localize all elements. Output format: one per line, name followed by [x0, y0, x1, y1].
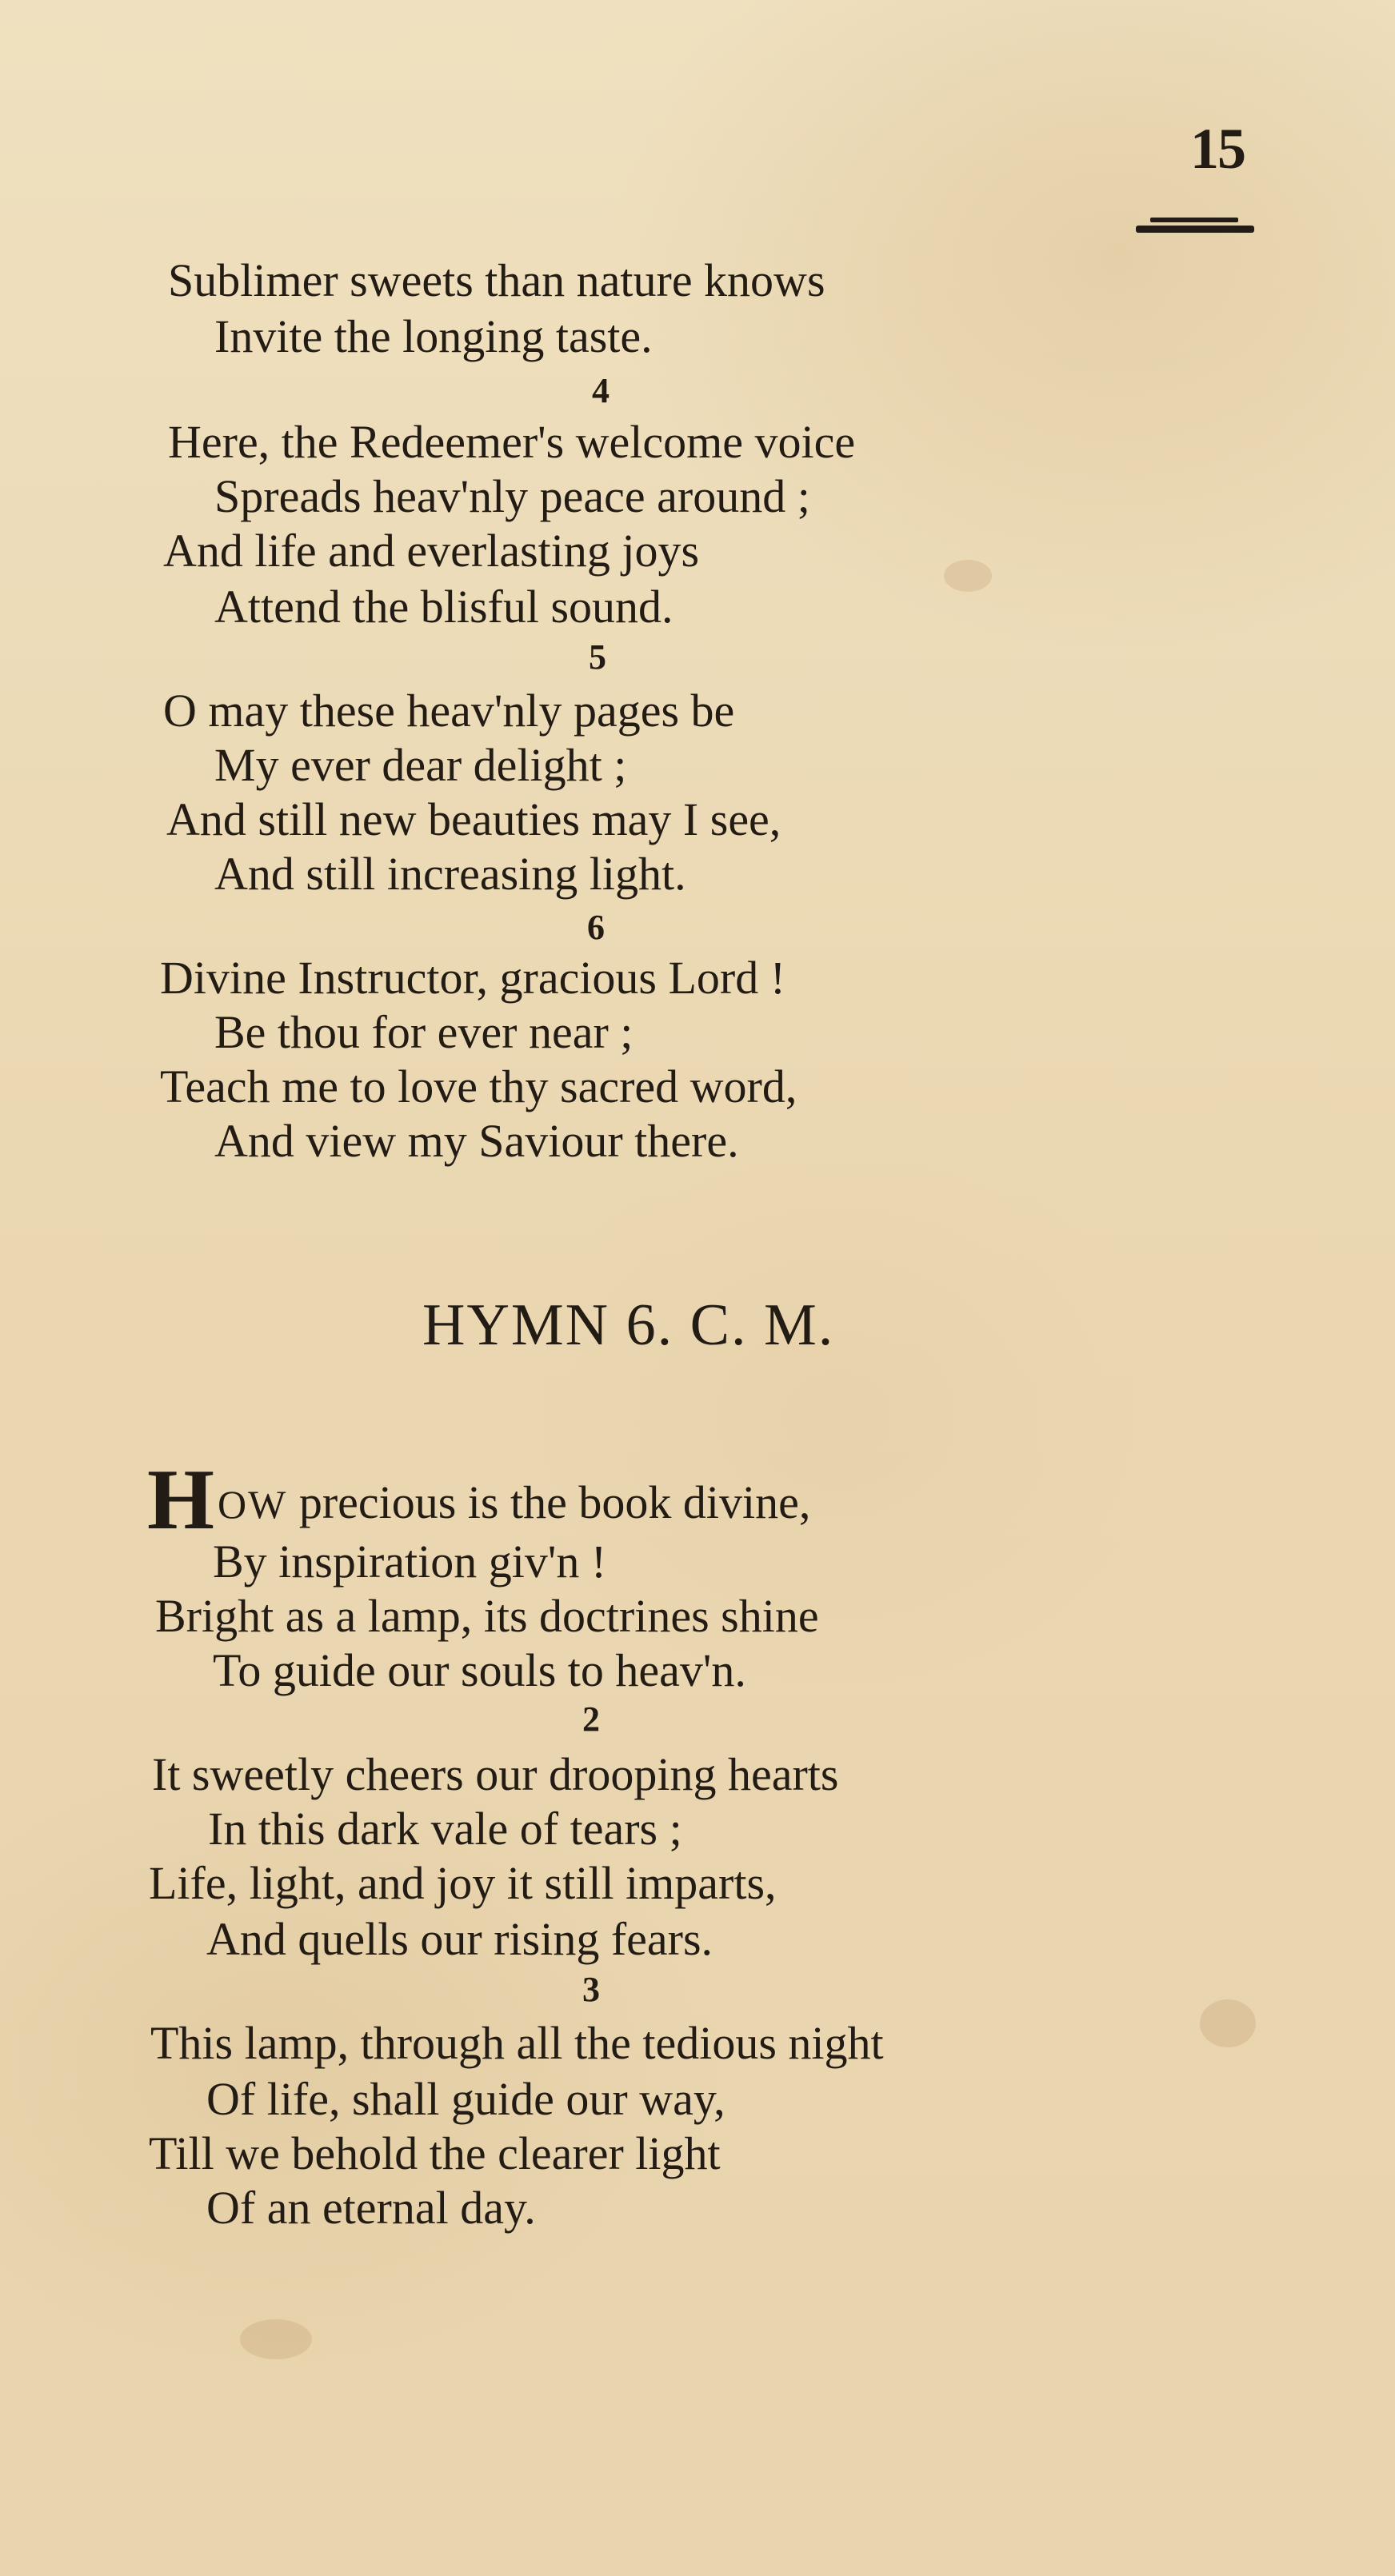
verse-line: And still new beauties may I see, [166, 793, 781, 845]
hymn-title: HYMN 6. C. M. [422, 1292, 835, 1358]
verse-line: My ever dear delight ; [214, 739, 627, 791]
hymn-first-line [218, 1476, 811, 1528]
verse-line: And quells our rising fears. [206, 1913, 713, 1965]
verse-number: 3 [582, 1970, 600, 2009]
verse-number: 4 [592, 371, 610, 410]
verse-line: Till we behold the clearer light [149, 2127, 721, 2179]
verse-line: And still increasing light. [214, 848, 686, 900]
header-rule-ornament [1136, 216, 1254, 235]
verse-line: This lamp, through all the tedious night [150, 2017, 884, 2069]
verse-line: Teach me to love thy sacred word, [160, 1060, 797, 1112]
verse-line: O may these heav'nly pages be [163, 685, 735, 737]
verse-line: It sweetly cheers our drooping hearts [152, 1748, 839, 1800]
paper-stain [1200, 1999, 1256, 2047]
verse-line: Bright as a lamp, its doctrines shine [155, 1590, 819, 1642]
verse-line: Attend the blisful sound. [214, 581, 674, 633]
paper-stain [240, 2319, 312, 2359]
page-number: 15 [1190, 117, 1245, 181]
verse-number: 6 [587, 908, 605, 947]
first-line-text: precious is the book divine, [287, 1476, 811, 1528]
verse-line: In this dark vale of tears ; [208, 1803, 682, 1855]
verse-line: And view my Saviour there. [214, 1115, 739, 1167]
verse-line: By inspiration giv'n ! [213, 1536, 607, 1588]
verse-line: Invite the longing taste. [214, 310, 653, 362]
first-word-small-caps: OW [218, 1482, 288, 1527]
verse-line: Divine Instructor, gracious Lord ! [160, 952, 786, 1004]
verse-number: 2 [582, 1699, 600, 1739]
verse-number: 5 [589, 637, 606, 677]
paper-stain [944, 560, 992, 592]
verse-line: Life, light, and joy it still imparts, [149, 1857, 777, 1909]
verse-line: To guide our souls to heav'n. [213, 1644, 746, 1696]
drop-cap: H [147, 1452, 215, 1548]
verse-line: Of life, shall guide our way, [206, 2073, 725, 2125]
verse-line: And life and everlasting joys [163, 525, 700, 577]
verse-line: Sublimer sweets than nature knows [168, 254, 825, 306]
verse-line: Here, the Redeemer's welcome voice [168, 416, 856, 468]
verse-line: Spreads heav'nly peace around ; [214, 470, 810, 522]
verse-line: Be thou for ever near ; [214, 1006, 634, 1058]
verse-line: Of an eternal day. [206, 2182, 536, 2234]
